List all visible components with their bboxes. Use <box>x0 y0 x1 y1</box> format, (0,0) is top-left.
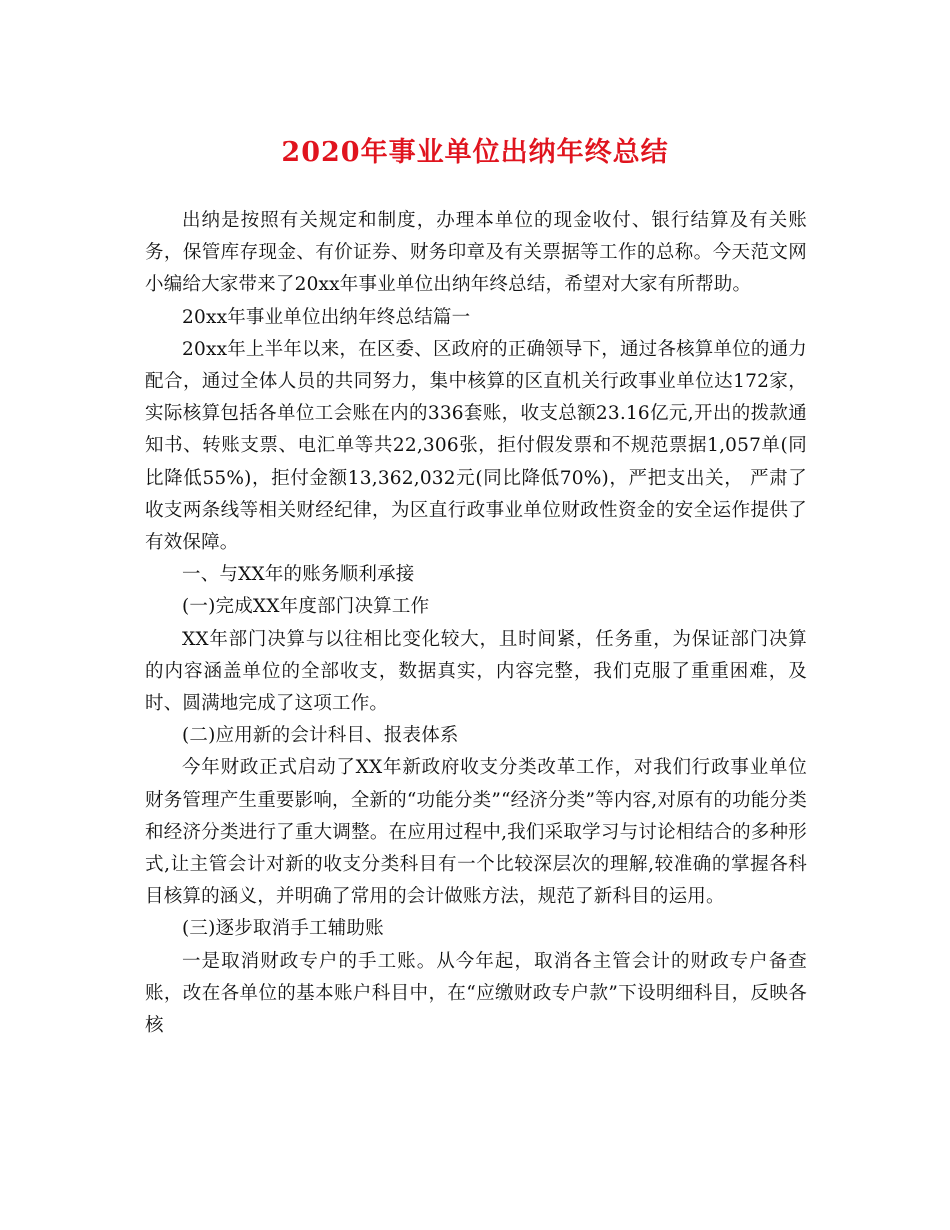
section-heading-part-one: 20xx年事业单位出纳年终总结篇一 <box>182 306 471 328</box>
heading-level-2: (一)完成XX年度部门决算工作 <box>182 596 430 618</box>
document-body <box>145 205 807 1042</box>
paragraph-new-accounts: 今年财政正式启动了XX年新政府收支分类改革工作，对我们行政事业单位财务管理产生重要影响，全新的“功能分类”“经济分类”等内容,对原有的功能分类和经济分类进行了重大调整。在应用过程中,我们采取学习与讨论相结合的多种形式,让主管会计对新的收支分类科目有一个比较深层次的理解,较准确的掌握各科目核算的涵义，并明确了常用的会计做账方法，规范了新科目的运用。 <box>145 757 807 908</box>
document-title: 2020年事业单位出纳年终总结 <box>281 137 669 168</box>
paragraph-final-accounts: XX年部门决算与以往相比变化较大，且时间紧，任务重，为保证部门决算的内容涵盖单位的全部收支，数据真实，内容完整，我们克服了重重困难，及时、圆满地完成了这项工作。 <box>145 628 807 715</box>
heading-level-2: (三)逐步取消手工辅助账 <box>182 918 384 940</box>
paragraph-intro: 出纳是按照有关规定和制度，办理本单位的现金收付、银行结算及有关账务，保管库存现金、有价证券、财务印章及有关票据等工作的总称。今天范文网小编给大家带来了20xx年事业单位出纳年终总结，希望对大家有所帮助。 <box>145 210 807 296</box>
paragraph-summary: 20xx年上半年以来，在区委、区政府的正确领导下，通过各核算单位的通力配合，通过全体人员的共同努力，集中核算的区直机关行政事业单位达172家，实际核算包括各单位工会账在内的336套账，收支总额23.16亿元,开出的拨款通知书、转账支票、电汇单等共22,306张，拒付假发票和不规范票据1,057单(同比降低55%)，拒付金额13,362,032元(同比降低70%)，严把支出关， 严肃了收支两条线等相关财经纪律，为区直行政事业单位财政性资金的安全运作提供了有效保障。 <box>145 338 807 554</box>
paragraph-manual-ledger: 一是取消财政专户的手工账。从今年起，取消各主管会计的财政专户备查账，改在各单位的基本账户科目中，在“应缴财政专户款”下设明细科目，反映各核 <box>145 950 807 1037</box>
heading-level-1: 一、与XX年的账务顺利承接 <box>182 564 415 586</box>
heading-level-2: (二)应用新的会计科目、报表体系 <box>182 725 459 747</box>
